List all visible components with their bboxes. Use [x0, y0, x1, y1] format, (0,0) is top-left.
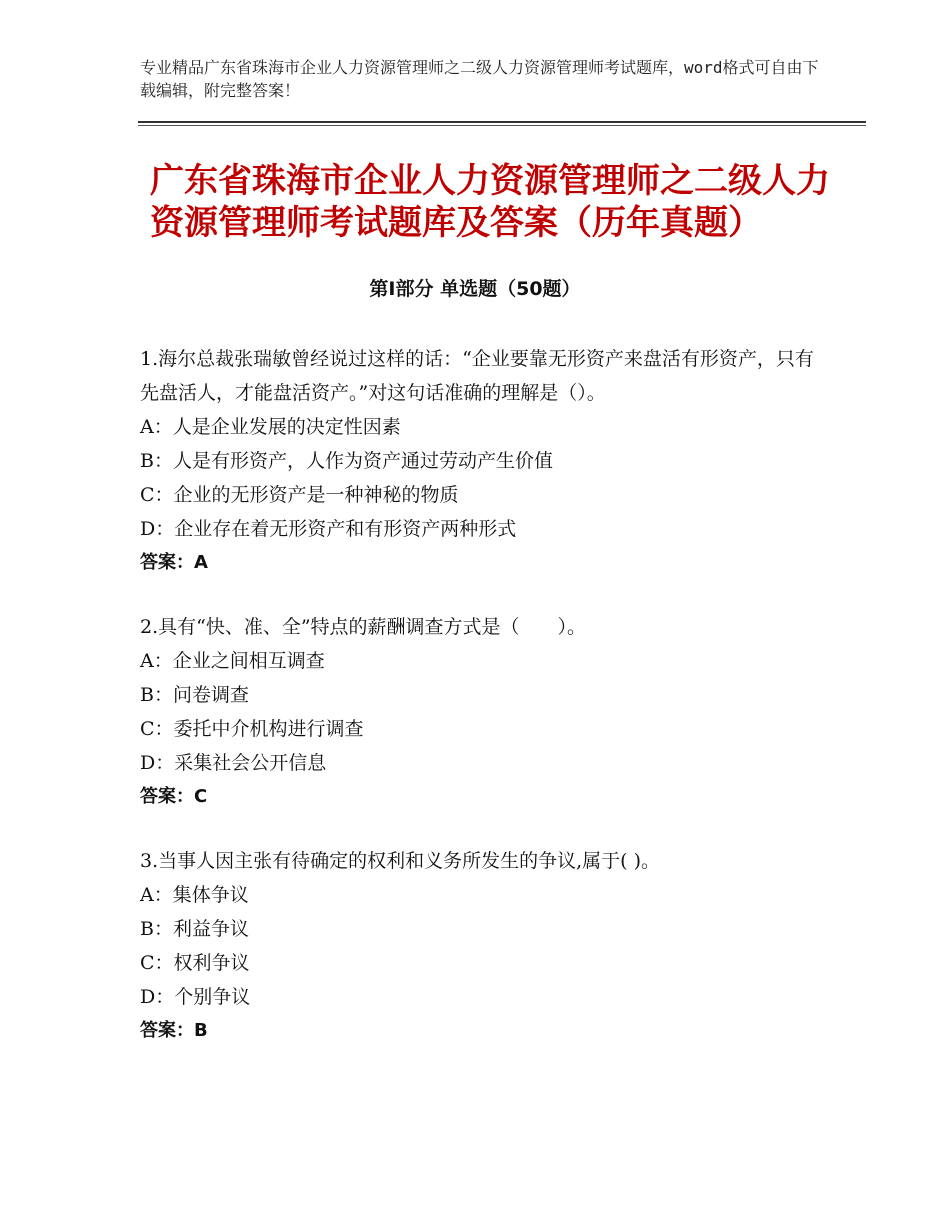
option-a: A：人是企业发展的决定性因素 [140, 416, 401, 438]
option-a: A：企业之间相互调查 [140, 650, 325, 672]
question-stem: 3.当事人因主张有待确定的权利和义务所发生的争议,属于( )。 [140, 850, 661, 872]
answer: 答案：B [140, 1020, 208, 1041]
option-c: C：权利争议 [140, 952, 250, 974]
option-a: A：集体争议 [140, 884, 249, 906]
question-stem: 2.具有“快、准、全”特点的薪酬调查方式是（ ）。 [140, 616, 587, 638]
question-1 [140, 342, 820, 580]
answer: 答案：A [140, 552, 208, 573]
option-d: D：个别争议 [140, 986, 251, 1008]
header-rule-thin [138, 125, 866, 126]
header-rule-thick [138, 121, 866, 123]
document-title: 广东省珠海市企业人力资源管理师之二级人力资源管理师考试题库及答案（历年真题） [150, 161, 830, 243]
question-list [140, 342, 820, 1078]
option-c: C：委托中介机构进行调查 [140, 718, 364, 740]
question-stem: 1.海尔总裁张瑞敏曾经说过这样的话：“企业要靠无形资产来盘活有形资产，只有先盘活人，才能盘活资产。”对这句话准确的理解是（）。 [140, 348, 814, 404]
answer: 答案：C [140, 786, 208, 807]
header-note: 专业精品广东省珠海市企业人力资源管理师之二级人力资源管理师考试题库，word格式可自由下载编辑，附完整答案！ [140, 58, 819, 100]
option-b: B：问卷调查 [140, 684, 249, 706]
option-d: D：企业存在着无形资产和有形资产两种形式 [140, 518, 517, 540]
option-b: B：利益争议 [140, 918, 249, 940]
section-title: 第Ⅰ部分 单选题（50题） [369, 278, 581, 300]
option-b: B：人是有形资产，人作为资产通过劳动产生价值 [140, 450, 553, 472]
option-c: C：企业的无形资产是一种神秘的物质 [140, 484, 459, 506]
question-2 [140, 610, 820, 814]
question-3 [140, 844, 820, 1048]
option-d: D：采集社会公开信息 [140, 752, 327, 774]
